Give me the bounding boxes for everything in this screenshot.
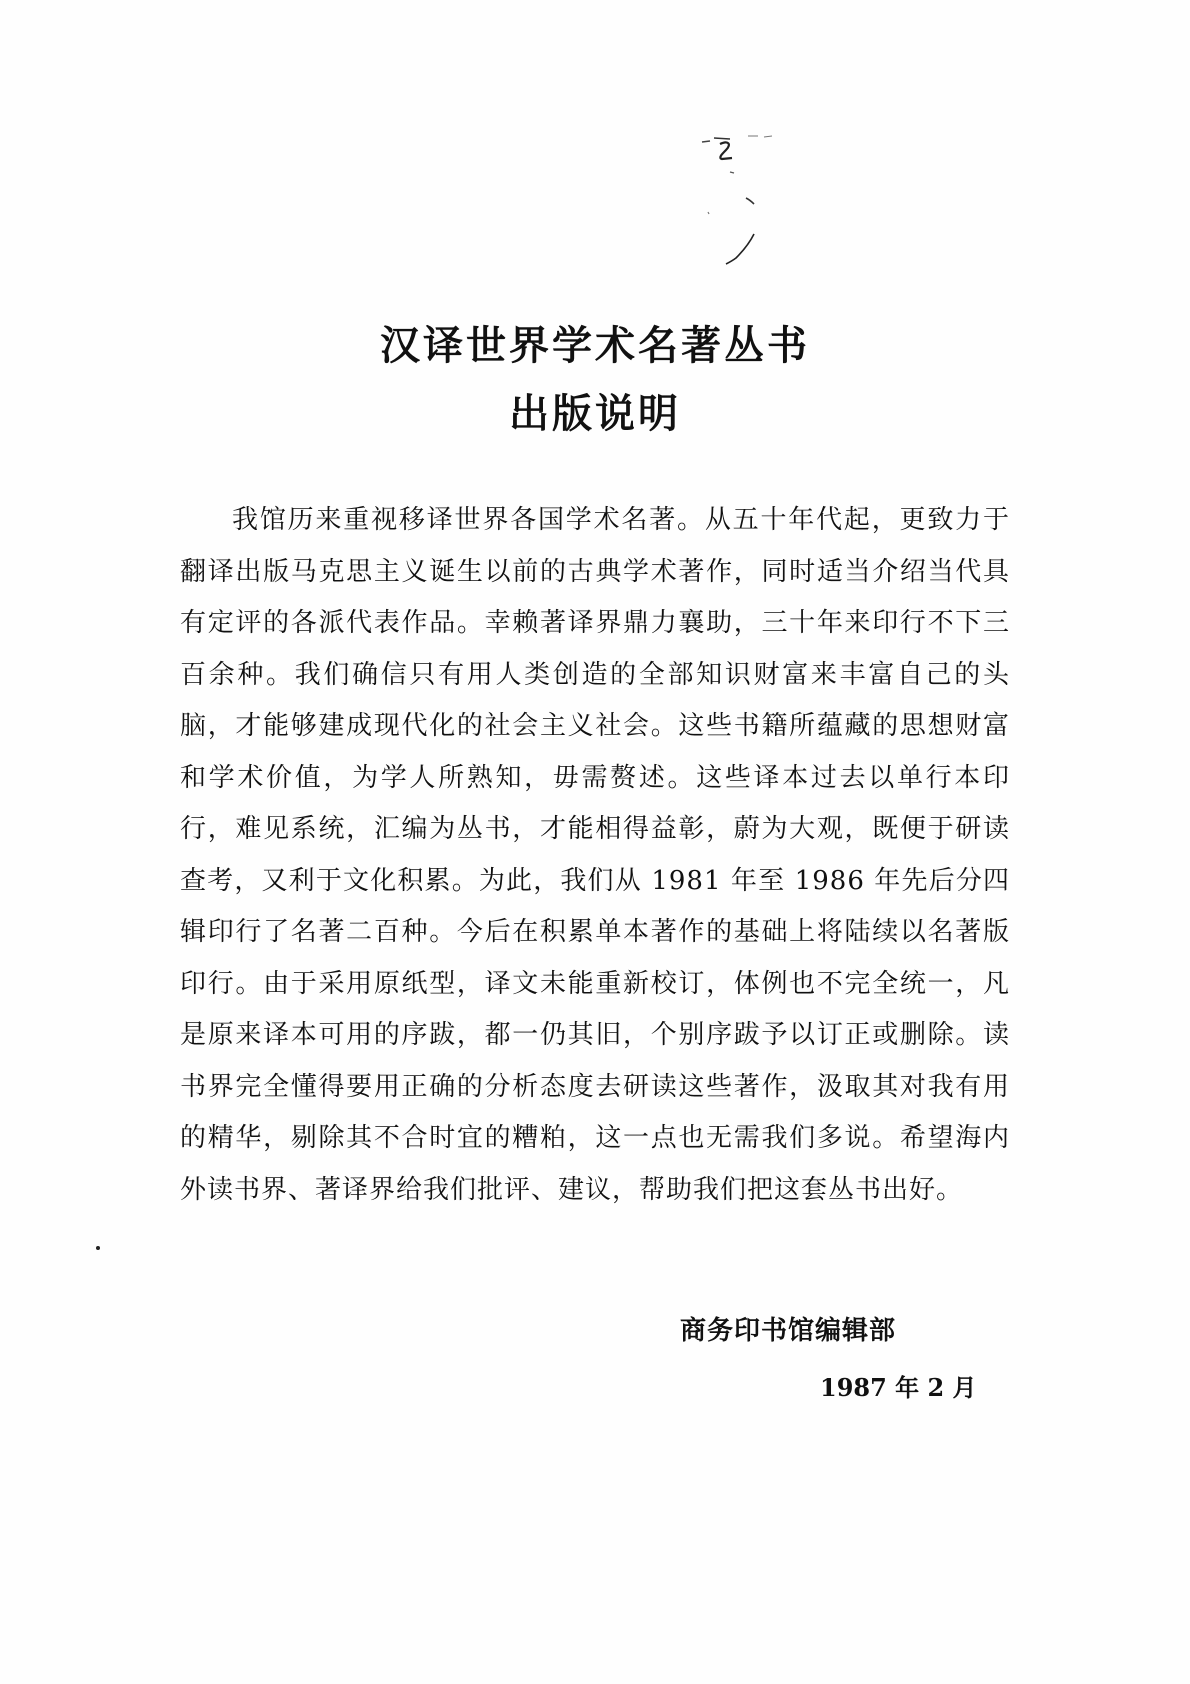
signature: 商务印书馆编辑部 xyxy=(680,1316,897,1346)
page-title: 汉译世界学术名著丛书 xyxy=(380,322,810,369)
title-block xyxy=(0,318,1190,442)
date: 1987 年 2 月 xyxy=(820,1373,977,1402)
body-paragraph: 我馆历来重视移译世界各国学术名著。从五十年代起，更致力于翻译出版马克思主义诞生以前的古典学术著作，同时适当介绍当代具有定评的各派代表作品。幸赖著译界鼎力襄助，三十年来印行不下三百余种。我们确信只有用人类创造的全部知识财富来丰富自己的头脑，才能够建成现代化的社会主义社会。这些书籍所蕴藏的思想财富和学术价值，为学人所熟知，毋需赘述。这些译本过去以单行本印行，难见系统，汇编为丛书，才能相得益彰，蔚为大观，既便于研读查考，又利于文化积累。为此，我们从 1981 年至 1986 年先后分四辑印行了名著二百种。今后在积累单本著作的基础上将陆续以名著版印行。由于采用原纸型，译文未能重新校订，体例也不完全统一，凡是原来译本可用的序跋，都一仍其旧，个别序跋予以订正或删除。读书界完全懂得要用正确的分析态度去研读这些著作，汲取其对我有用的精华，剔除其不合时宜的糟粕，这一点也无需我们多说。希望海内外读书界、著译界给我们批评、建议，帮助我们把这套丛书出好。 xyxy=(180,505,1010,1205)
handwritten-mark xyxy=(700,130,800,290)
stray-dot xyxy=(96,1246,100,1250)
page-subtitle: 出版说明 xyxy=(509,390,681,437)
